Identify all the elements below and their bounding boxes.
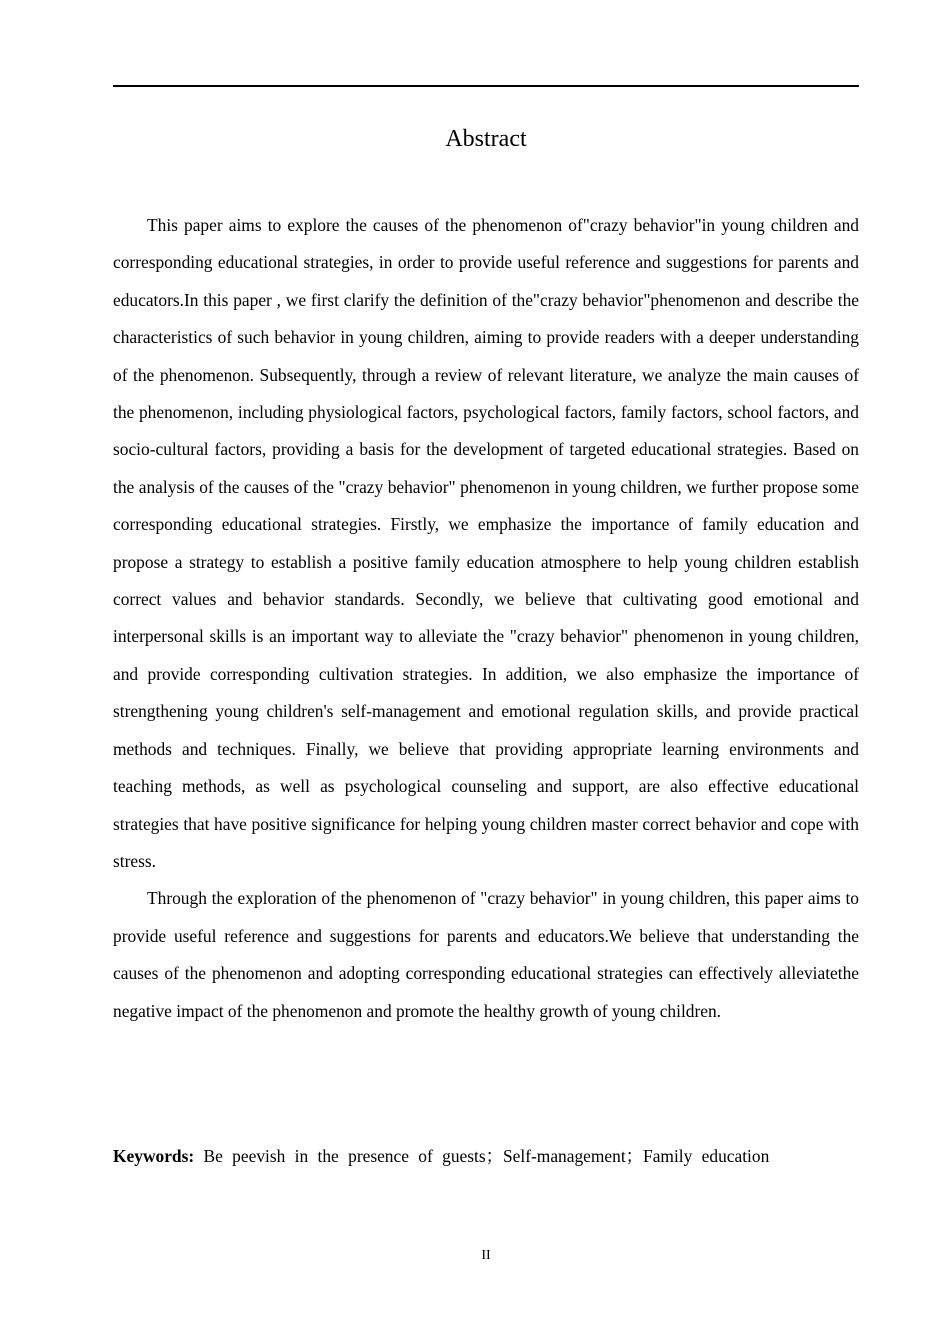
abstract-paragraph-2: Through the exploration of the phenomenon of "crazy behavior" in young children, this paper aims to provide useful reference and suggestions for parents and educators.We believe that understanding the causes of the phenomenon and adopting corresponding educational strategies can effectively alleviatethe negative impact of the phenomenon and promote the healthy growth of young children.: [113, 888, 859, 1021]
abstract-title: Abstract: [445, 126, 527, 152]
keywords-label: Keywords:: [113, 1146, 195, 1166]
keywords-text: Be peevish in the presence of guests；Self-management；Family education: [203, 1146, 770, 1166]
page-number: II: [481, 1248, 491, 1263]
header-rule: [113, 85, 859, 87]
keywords-line: [113, 1141, 859, 1171]
abstract-body: [113, 207, 859, 1030]
abstract-paragraph-1: This paper aims to explore the causes of the phenomenon of"crazy behavior"in young children and corresponding educational strategies, in order to provide useful reference and suggestions for parents and educators.In this paper , we first clarify the definition of the"crazy behavior"phenomenon and describe the characteristics of such behavior in young children, aiming to provide readers with a deeper understanding of the phenomenon. Subsequently, through a review of relevant literature, we analyze the main causes of the phenomenon, including physiological factors, psychological factors, family factors, school factors, and socio-cultural factors, providing a basis for the development of targeted educational strategies. Based on the analysis of the causes of the "crazy behavior" phenomenon in young children, we further propose some corresponding educational strategies. Firstly, we emphasize the importance of family education and propose a strategy to establish a positive family education atmosphere to help young children establish correct values and behavior standards. Secondly, we believe that cultivating good emotional and interpersonal skills is an important way to alleviate the "crazy behavior" phenomenon in young children, and provide corresponding cultivation strategies. In addition, we also emphasize the importance of strengthening young children's self-management and emotional regulation skills, and provide practical methods and techniques. Finally, we believe that providing appropriate learning environments and teaching methods, as well as psychological counseling and support, are also effective educational strategies that have positive significance for helping young children master correct behavior and cope with stress.: [113, 215, 859, 871]
